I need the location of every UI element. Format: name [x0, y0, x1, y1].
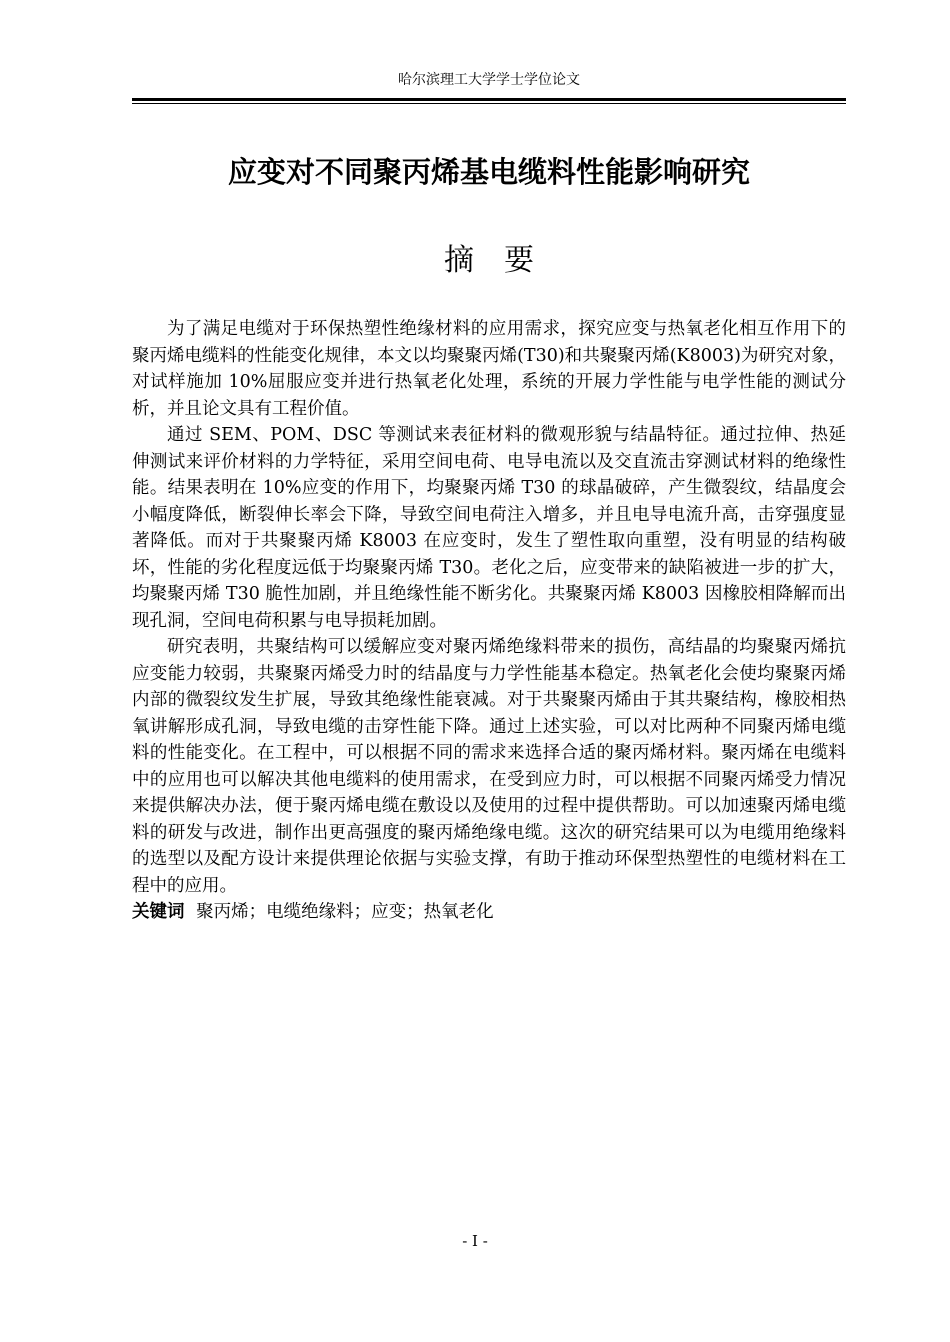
- page-number: - I -: [462, 1232, 488, 1250]
- abstract-paragraph-3: 研究表明，共聚结构可以缓解应变对聚丙烯绝缘料带来的损伤，高结晶的均聚聚丙烯抗应变能力较弱，共聚聚丙烯受力时的结晶度与力学性能基本稳定。热氧老化会使均聚聚丙烯内部的微裂纹发生扩展，导致其绝缘性能衰减。对于共聚聚丙烯由于其共聚结构，橡胶相热氧讲解形成孔洞，导致电缆的击穿性能下降。通过上述实验，可以对比两种不同聚丙烯电缆料的性能变化。在工程中，可以根据不同的需求来选择合适的聚丙烯材料。聚丙烯在电缆料中的应用也可以解决其他电缆料的使用需求，在受到应力时，可以根据不同聚丙烯受力情况来提供解决办法，便于聚丙烯电缆在敷设以及使用的过程中提供帮助。可以加速聚丙烯电缆料的研发与改进，制作出更高强度的聚丙烯绝缘电缆。这次的研究结果可以为电缆用绝缘料的选型以及配方设计来提供理论依据与实验支撑，有助于推动环保型热塑性的电缆材料在工程中的应用。: [132, 637, 846, 896]
- header-rule-thick: [132, 98, 846, 101]
- paper-title: 应变对不同聚丙烯基电缆料性能影响研究: [227, 155, 750, 189]
- keywords-text: 聚丙烯；电缆绝缘料；应变；热氧老化: [196, 902, 494, 922]
- header-rule-thin: [132, 103, 846, 104]
- abstract-paragraph-2: 通过 SEM、POM、DSC 等测试来表征材料的微观形貌与结晶特征。通过拉伸、热延伸测试来评价材料的力学特征，采用空间电荷、电导电流以及交直流击穿测试材料的绝缘性能。结果表明在 10%应变的作用下，均聚聚丙烯 T30 的球晶破碎，产生微裂纹，结晶度会小幅度降低，断裂伸长率会下降，导致空间电荷注入增多，并且电导电流升高，击穿强度显著降低。而对于共聚聚丙烯 K8003 在应变时，发生了塑性取向重塑，没有明显的结构破坏，性能的劣化程度远低于均聚聚丙烯 T30。老化之后，应变带来的缺陷被进一步的扩大，均聚聚丙烯 T30 脆性加剧，并且绝缘性能不断劣化。共聚聚丙烯 K8003 因橡胶相降解而出现孔洞，空间电荷积累与电导损耗加剧。: [132, 425, 846, 631]
- abstract-paragraph-1: 为了满足电缆对于环保热塑性绝缘材料的应用需求，探究应变与热氧老化相互作用下的聚丙烯电缆料的性能变化规律，本文以均聚聚丙烯(T30)和共聚聚丙烯(K8003)为研究对象，对试样施加 10%屈服应变并进行热氧老化处理，系统的开展力学性能与电学性能的测试分析，并且论文具有工程价值。: [132, 319, 846, 419]
- keywords-label: 关键词: [132, 902, 185, 922]
- keywords-line: [132, 899, 846, 926]
- abstract-body: [132, 316, 846, 926]
- abstract-heading: 摘要: [444, 243, 564, 278]
- running-header: 哈尔滨理工大学学士学位论文: [398, 72, 580, 88]
